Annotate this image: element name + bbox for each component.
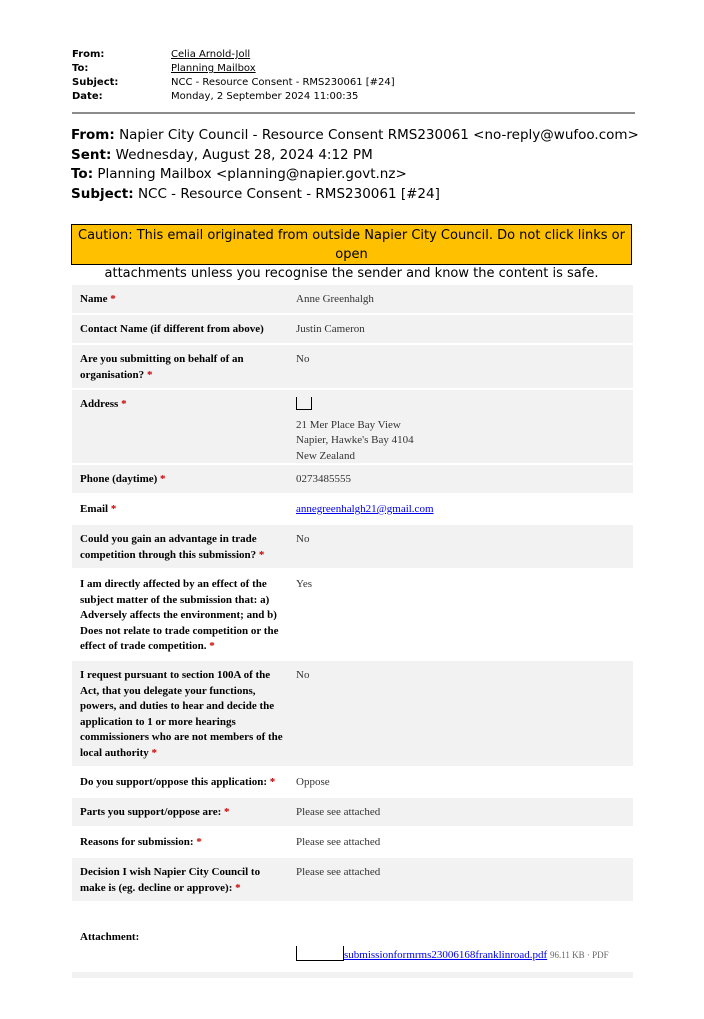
caution-line-1: Caution: This email originated from outside Napier City Council. Do not click links or open xyxy=(78,228,625,262)
form-label-parts xyxy=(72,798,288,826)
header-date-label: Date: xyxy=(72,91,103,102)
label-text: I am directly affected by an effect of the subject matter of the submission that: a) Adversely affects the environment; and b) Does not relate to trade competition or the effect of trade competition. xyxy=(80,578,279,652)
form-value-contact-name: Justin Cameron xyxy=(296,323,365,335)
header-to-link[interactable]: Planning Mailbox xyxy=(171,63,256,74)
attachment-file-icon xyxy=(296,946,344,961)
header-subject-value: NCC - Resource Consent - RMS230061 [#24] xyxy=(171,77,395,88)
header-date-value: Monday, 2 September 2024 11:00:35 xyxy=(171,91,359,102)
fw-from-value: Napier City Council - Resource Consent RMS230061 <no-reply@wufoo.com> xyxy=(119,127,639,143)
form-row-decision xyxy=(72,858,633,903)
form-label-organisation xyxy=(72,345,288,388)
required-marker: * xyxy=(258,548,265,561)
address-line-1: 21 Mer Place Bay View xyxy=(296,418,401,431)
form-label-decision xyxy=(72,858,288,901)
label-text: Address xyxy=(80,398,119,410)
form-label-email xyxy=(72,495,288,523)
header-subject-label: Subject: xyxy=(72,77,119,88)
header-to-label: To: xyxy=(72,63,89,74)
label-text: Are you submitting on behalf of an organisation? xyxy=(80,353,244,381)
required-marker: * xyxy=(196,836,202,848)
label-text: Name xyxy=(80,293,108,305)
form-label-address xyxy=(72,390,288,463)
label-text: I request pursuant to section 100A of the Act, that you delegate your functions, powers, and duties to hear and decide the application to 1 or more hearings commissioners who are not members of the local authority xyxy=(80,669,283,759)
label-text: Parts you support/oppose are: xyxy=(80,806,222,818)
fw-to-label: To: xyxy=(71,166,94,182)
label-text: Could you gain an advantage in trade competition through this submission? xyxy=(80,533,257,561)
required-marker: * xyxy=(110,503,117,515)
attachment-line xyxy=(296,946,609,961)
header-divider xyxy=(72,112,635,114)
form-label-section-100a xyxy=(72,661,288,766)
header-from-link[interactable]: Celia Arnold-Joll xyxy=(171,49,251,60)
attachment-label: Attachment: xyxy=(80,931,140,943)
fw-subject-label: Subject: xyxy=(71,185,134,202)
header-to-row xyxy=(72,62,632,76)
form-value-section-100a: No xyxy=(296,669,310,681)
fw-sent-label: Sent: xyxy=(71,146,112,163)
fw-subject-value: NCC - Resource Consent - RMS230061 [#24] xyxy=(137,185,440,202)
form-value-decision: Please see attached xyxy=(296,866,381,878)
submission-form-table xyxy=(72,285,633,903)
form-value-address xyxy=(288,390,633,463)
header-from-label: From: xyxy=(72,49,105,60)
label-text: Phone (daytime) xyxy=(80,473,158,485)
form-row-phone xyxy=(72,465,633,495)
label-text: Decision I wish Napier City Council to make is (eg. decline or approve): xyxy=(80,866,261,894)
fw-to-value: Planning Mailbox <planning@napier.govt.nz> xyxy=(97,166,407,182)
label-text: Reasons for submission: xyxy=(80,836,194,848)
form-label-name xyxy=(72,285,288,313)
form-label-trade-advantage xyxy=(72,525,288,568)
form-value-phone: 0273485555 xyxy=(296,473,351,485)
form-row-name xyxy=(72,285,633,315)
required-marker: * xyxy=(151,746,157,759)
image-placeholder-icon xyxy=(296,397,312,410)
required-marker: * xyxy=(146,368,153,381)
fw-from-label: From: xyxy=(71,127,115,143)
form-row-contact-name xyxy=(72,315,633,345)
required-marker: * xyxy=(269,776,276,788)
form-label-phone xyxy=(72,465,288,493)
form-row-reasons xyxy=(72,828,633,858)
address-line-2: Napier, Hawke's Bay 4104 xyxy=(296,434,414,446)
form-value-name: Anne Greenhalgh xyxy=(296,293,374,305)
fw-from-row xyxy=(71,126,671,146)
form-row-support-oppose xyxy=(72,768,633,798)
caution-line-2: attachments unless you recognise the sender and know the content is safe. xyxy=(104,266,599,281)
form-value-support-oppose: Oppose xyxy=(296,776,330,788)
required-marker: * xyxy=(160,473,166,485)
address-line-3: New Zealand xyxy=(296,449,355,462)
form-label-support-oppose xyxy=(72,768,288,796)
form-row-directly-affected xyxy=(72,570,633,661)
required-marker: * xyxy=(224,806,230,818)
form-label-directly-affected xyxy=(72,570,288,659)
form-label-reasons xyxy=(72,828,288,856)
form-row-organisation xyxy=(72,345,633,390)
form-value-reasons: Please see attached xyxy=(296,836,381,848)
outlook-header xyxy=(72,48,632,104)
caution-banner xyxy=(71,224,632,281)
header-subject-row xyxy=(72,76,632,90)
attachment-meta: 96.11 KB · PDF xyxy=(549,950,609,960)
form-value-directly-affected: Yes xyxy=(296,578,313,590)
footer-divider xyxy=(72,972,633,978)
form-value-trade-advantage: No xyxy=(296,533,310,545)
required-marker: * xyxy=(235,881,241,894)
form-value-email-cell xyxy=(288,495,633,523)
form-row-address xyxy=(72,390,633,465)
form-label-contact-name: Contact Name (if different from above) xyxy=(80,323,264,335)
form-value-organisation: No xyxy=(296,353,310,365)
required-marker: * xyxy=(110,293,116,305)
forwarded-header xyxy=(71,126,671,204)
header-date-row xyxy=(72,90,632,104)
form-row-parts xyxy=(72,798,633,828)
attachment-link[interactable]: submissionformrms23006168franklinroad.pdf xyxy=(344,949,548,961)
required-marker: * xyxy=(121,398,127,410)
fw-sent-value: Wednesday, August 28, 2024 4:12 PM xyxy=(115,146,373,163)
email-link[interactable]: annegreenhalgh21@gmail.com xyxy=(296,503,434,515)
header-from-row xyxy=(72,48,632,62)
form-row-email xyxy=(72,495,633,525)
form-row-trade-advantage xyxy=(72,525,633,570)
required-marker: * xyxy=(209,640,215,652)
form-value-parts: Please see attached xyxy=(296,806,381,818)
fw-to-row xyxy=(71,165,671,185)
form-row-section-100a xyxy=(72,661,633,768)
fw-sent-row xyxy=(71,146,671,166)
label-text: Do you support/oppose this application: xyxy=(80,776,268,788)
label-text: Email xyxy=(80,503,109,515)
fw-subject-row xyxy=(71,185,671,205)
